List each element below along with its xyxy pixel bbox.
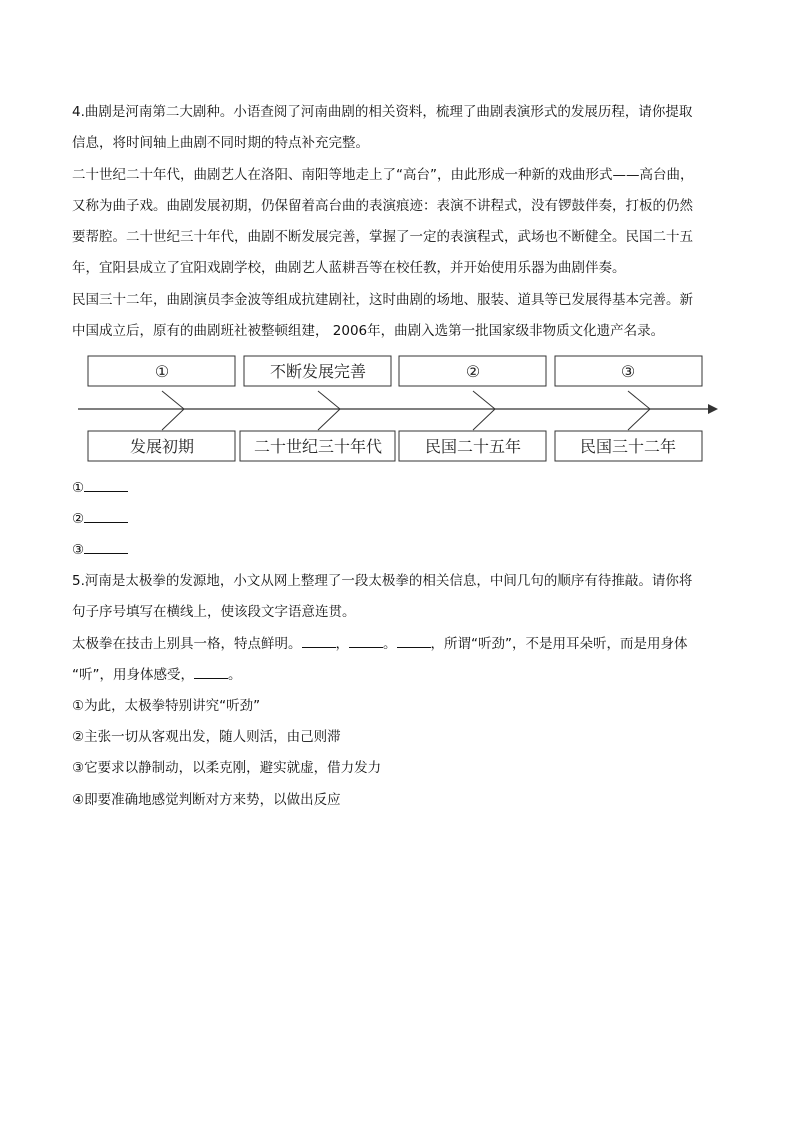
q5-passage-line-2 bbox=[72, 666, 242, 684]
q4-line-3: 二十世纪二十年代，曲剧艺人在洛阳、南阳等地走上了“高台”，由此形成一种新的戏曲形式——高台曲， bbox=[72, 167, 694, 183]
q4-answer-1 bbox=[72, 479, 128, 497]
timeline-diagram bbox=[72, 350, 732, 470]
q4-answer-2-marker: ② bbox=[72, 511, 85, 527]
q4-answer-2 bbox=[72, 510, 128, 528]
q5-intro-line-2: 句子序号填写在横线上，使该段文字语意连贯。 bbox=[72, 604, 356, 620]
bottom-box-4-label: 民国三十二年 bbox=[579, 437, 677, 456]
q4-line-8: 中国成立后，原有的曲剧班社被整顿组建， 2006年，曲剧入选第一批国家级非物质文化遗产名录。 bbox=[72, 323, 665, 339]
q4-answer-1-blank[interactable] bbox=[84, 479, 128, 492]
q5-option-1: ①为此，太极拳特别讲究“听劲” bbox=[72, 698, 261, 714]
q4-answer-3 bbox=[72, 541, 128, 559]
q4-answer-1-marker: ① bbox=[72, 480, 85, 496]
q5-option-4: ④即要准确地感觉判断对方来势，以做出反应 bbox=[72, 792, 341, 808]
q4-answer-3-marker: ③ bbox=[72, 542, 85, 558]
top-box-4-label: ③ bbox=[620, 362, 636, 381]
bottom-box-1-label: 发展初期 bbox=[129, 437, 195, 456]
q5-passage-part2: ，所谓“听劲”，不是用耳朵听，而是用身体 bbox=[430, 636, 688, 652]
top-box-3-label: ② bbox=[465, 362, 481, 381]
q5-intro-line-1: 5.河南是太极拳的发源地，小文从网上整理了一段太极拳的相关信息，中间几句的顺序有待推敲。请你将 bbox=[72, 573, 693, 589]
chevron-4 bbox=[628, 391, 650, 430]
chevron-3 bbox=[473, 391, 495, 430]
bottom-box-2-label: 二十世纪三十年代 bbox=[253, 437, 383, 456]
q4-answer-3-blank[interactable] bbox=[84, 541, 128, 554]
q5-sep-1: ， bbox=[335, 636, 349, 652]
q4-line-4: 又称为曲子戏。曲剧发展初期，仍保留着高台曲的表演痕迹：表演不讲程式，没有锣鼓伴奏，打板的仍然 bbox=[72, 198, 693, 214]
q4-answer-2-blank[interactable] bbox=[84, 510, 128, 523]
q5-sep-2: 。 bbox=[383, 636, 397, 652]
q4-line-7: 民国三十二年，曲剧演员李金波等组成抗建剧社，这时曲剧的场地、服装、道具等已发展得基本完善。新 bbox=[72, 292, 693, 308]
chevron-1 bbox=[162, 391, 184, 430]
q4-line-2: 信息，将时间轴上曲剧不同时期的特点补充完整。 bbox=[72, 135, 369, 151]
q5-blank-4[interactable] bbox=[194, 666, 228, 679]
q4-line-5: 要帮腔。二十世纪三十年代，曲剧不断发展完善，掌握了一定的表演程式，武场也不断健全。民国二十五 bbox=[72, 229, 693, 245]
timeline-arrowhead bbox=[708, 404, 718, 414]
chevron-2 bbox=[318, 391, 340, 430]
q4-line-6: 年，宜阳县成立了宜阳戏剧学校，曲剧艺人蓝耕吾等在校任教，并开始使用乐器为曲剧伴奏。 bbox=[72, 260, 626, 276]
q5-passage-part1: 太极拳在技击上别具一格，特点鲜明。 bbox=[72, 636, 302, 652]
q5-blank-1[interactable] bbox=[302, 635, 336, 648]
q5-passage-end: 。 bbox=[228, 667, 242, 683]
q5-option-2: ②主张一切从客观出发，随人则活，由己则滞 bbox=[72, 729, 341, 745]
q5-passage-part3: “听”，用身体感受， bbox=[72, 667, 194, 683]
q5-option-3: ③它要求以静制动，以柔克刚，避实就虚，借力发力 bbox=[72, 760, 382, 776]
top-box-1-label: ① bbox=[154, 362, 170, 381]
q5-blank-2[interactable] bbox=[349, 635, 383, 648]
q5-passage-line-1 bbox=[72, 635, 688, 653]
q5-blank-3[interactable] bbox=[397, 635, 431, 648]
q4-line-1: 4.曲剧是河南第二大剧种。小语查阅了河南曲剧的相关资料，梳理了曲剧表演形式的发展历程，请你提取 bbox=[72, 104, 693, 120]
bottom-box-3-label: 民国二十五年 bbox=[424, 437, 522, 456]
top-box-2-label: 不断发展完善 bbox=[269, 362, 367, 381]
